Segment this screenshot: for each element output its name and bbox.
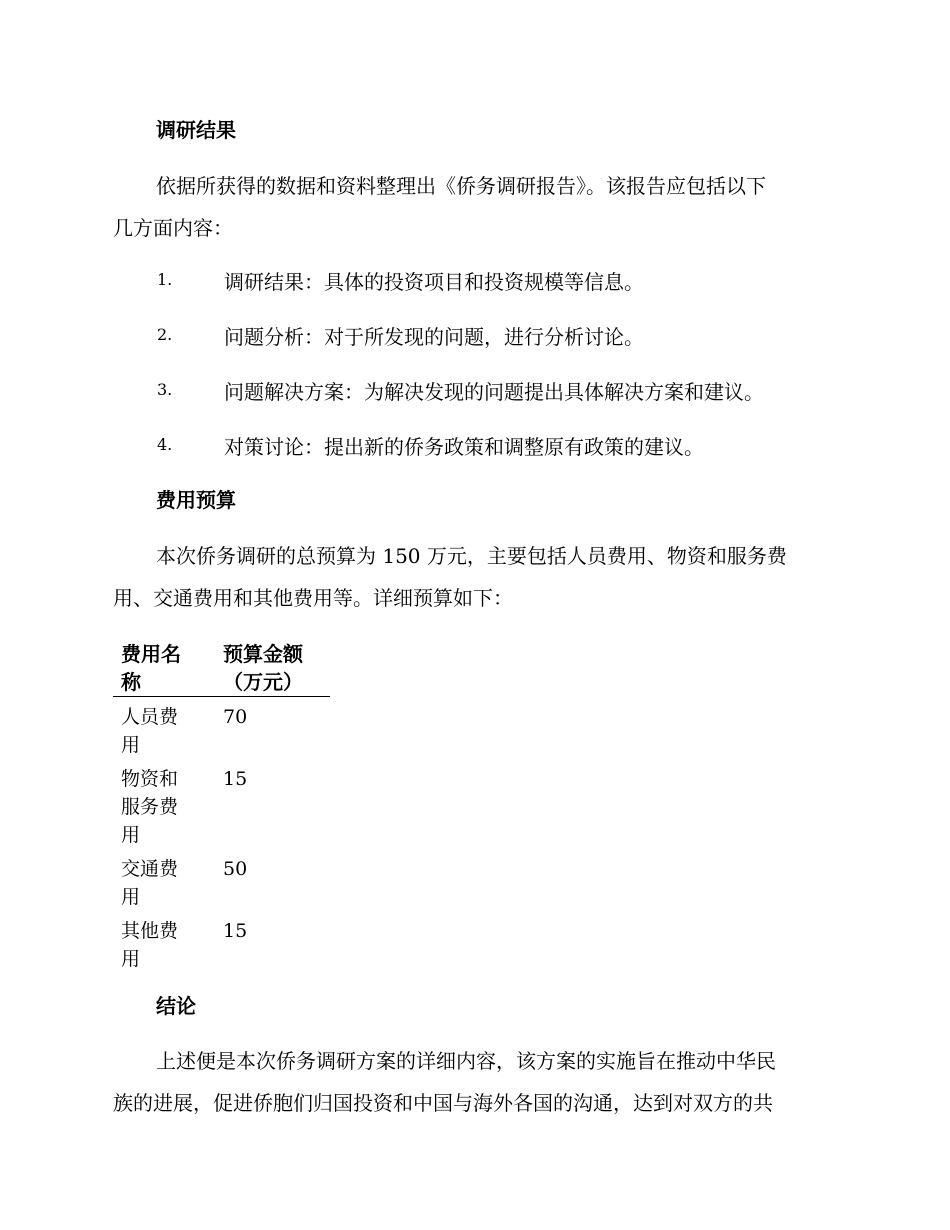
table-cell-amount: 15: [223, 768, 248, 790]
table-header-rule: [113, 696, 330, 697]
paragraph-line: 族的进展，促进侨胞们归国投资和中国与海外各国的沟通，达到对双方的共: [113, 1091, 773, 1115]
list-item: 调研结果：具体的投资项目和投资规模等信息。: [224, 270, 644, 294]
list-number: 2.: [157, 325, 173, 344]
list-number: 3.: [157, 380, 173, 399]
table-cell-name: 物资和服务费用: [121, 768, 179, 846]
table-cell-amount: 70: [223, 706, 248, 728]
list-number: 4.: [157, 435, 173, 454]
paragraph-line: 依据所获得的数据和资料整理出《侨务调研报告》。该报告应包括以下: [156, 174, 766, 198]
table-cell-name: 人员费用: [121, 706, 179, 756]
table-cell-amount: 15: [223, 920, 248, 942]
table-cell-name: 交通费用: [121, 858, 179, 908]
table-header-budget-amount: 预算金额（万元）: [223, 642, 303, 694]
section-heading-research-results: 调研结果: [156, 118, 236, 142]
table-header-cost-name: 费用名称: [121, 642, 181, 694]
list-item: 对策讨论：提出新的侨务政策和调整原有政策的建议。: [224, 435, 704, 459]
table-cell-name: 其他费用: [121, 920, 179, 970]
paragraph-line: 用、交通费用和其他费用等。详细预算如下：: [113, 586, 513, 610]
list-item: 问题解决方案：为解决发现的问题提出具体解决方案和建议。: [224, 380, 764, 404]
paragraph-line: 上述便是本次侨务调研方案的详细内容，该方案的实施旨在推动中华民: [156, 1049, 776, 1073]
section-heading-budget: 费用预算: [156, 488, 236, 512]
list-number: 1.: [157, 270, 173, 289]
list-item: 问题分析：对于所发现的问题，进行分析讨论。: [224, 325, 644, 349]
table-cell-amount: 50: [223, 858, 248, 880]
paragraph-line: 本次侨务调研的总预算为 150 万元，主要包括人员费用、物资和服务费: [156, 544, 787, 568]
paragraph-line: 几方面内容：: [113, 216, 233, 240]
section-heading-conclusion: 结论: [156, 994, 196, 1018]
